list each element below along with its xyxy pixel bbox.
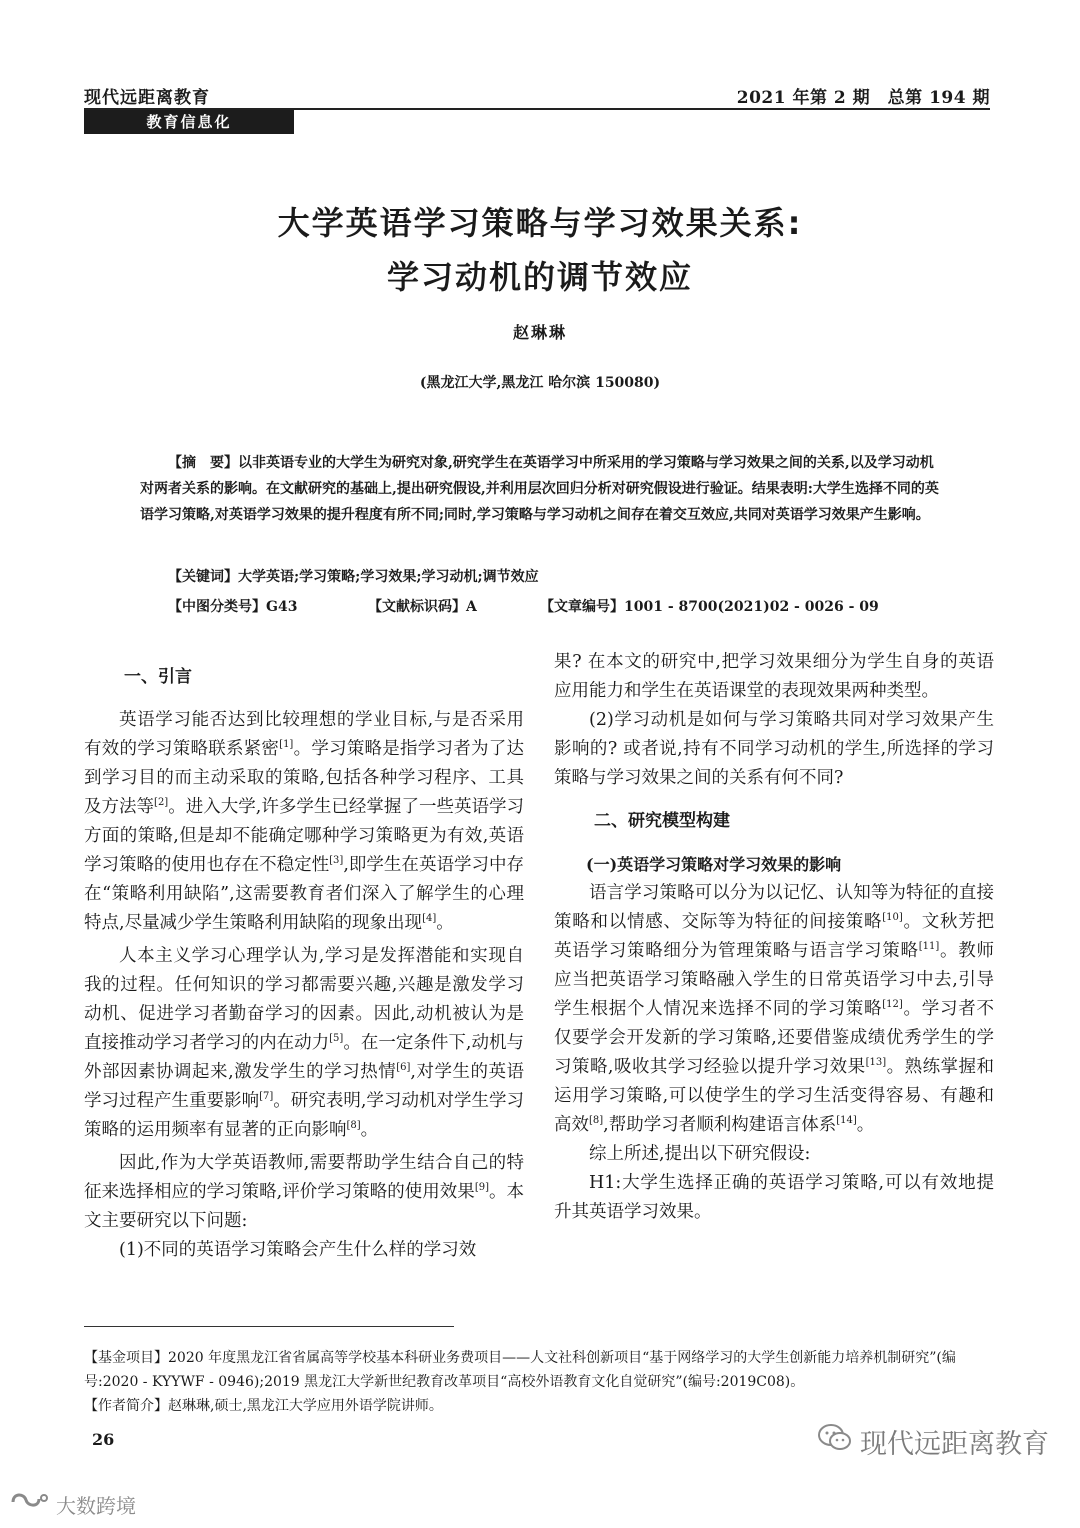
author-bio-text: 赵琳琳,硕士,黑龙江大学应用外语学院讲师。 xyxy=(168,1398,443,1414)
citation-ref: [1] xyxy=(279,739,294,751)
watermark-right-text: 现代远距离教育 xyxy=(860,1429,1049,1460)
question-2: (2)学习动机是如何与学习策略共同对学习效果产生影响的? 或者说,持有不同学习动机的学生,所选择的学习策略与学习效果之间的关系有何不同? xyxy=(554,710,994,788)
issue-info: 2021 年第 2 期 总第 194 期 xyxy=(736,88,990,108)
watermark-left-text: 大数跨境 xyxy=(56,1494,136,1518)
abstract-label: 【摘 要】 xyxy=(168,455,238,471)
logo-icon xyxy=(10,1490,50,1519)
watermark-left xyxy=(10,1490,136,1519)
article-title-line1: 大学英语学习策略与学习效果关系: xyxy=(277,204,803,242)
author-note xyxy=(84,1394,998,1418)
citation-ref: [3] xyxy=(329,855,344,867)
section-heading-1: 一、引言 xyxy=(124,667,192,687)
citation-ref: [10] xyxy=(882,912,903,924)
watermark-right xyxy=(818,1422,1049,1461)
paragraph-2: 人本主义学习心理学认为,学习是发挥潜能和实现自我的过程。任何知识的学习都需要兴趣,兴趣是激发学习动机、促进学习者勤奋学习的因素。因此,动机被认为是直接推动学习者学习的内在动力[5]。在一定条件下,动机与外部因素协调起来,激发学生的学习热情[6],对学生的英语学习过程产生重要影响[7]。研究表明,学习动机对学生学习策略的运用频率有显著的正向影响[8]。 xyxy=(84,946,525,1140)
hypothesis-h1: H1:大学生选择正确的英语学习策略,可以有效地提升其英语学习效果。 xyxy=(554,1173,994,1222)
paragraph-3: 因此,作为大学英语教师,需要帮助学生结合自己的特征来选择相应的学习策略,评价学习策略的使用效果[9]。本文主要研究以下问题: xyxy=(84,1153,525,1231)
fund-text: 2020 年度黑龙江省省属高等学校基本科研业务费项目——人文社科创新项目“基于网络学习的大学生创新能力培养机制研究”(编号:2020 - KYYWF - 0946);2019 黑龙江大学新世纪教育改革项目“高校外语教育文化自觉研究”(编号:2019C08)。 xyxy=(84,1350,956,1390)
clc-label: 【中图分类号】 xyxy=(168,599,266,615)
author-bio-label: 【作者简介】 xyxy=(84,1398,168,1414)
article-title-line2: 学习动机的调节效应 xyxy=(386,258,693,296)
keywords xyxy=(140,566,940,588)
wechat-icon xyxy=(818,1424,852,1459)
footnotes xyxy=(84,1346,998,1418)
footnote-divider xyxy=(84,1326,454,1327)
section-tag: 教育信息化 xyxy=(84,110,294,134)
doc-label: 【文献标识码】 xyxy=(368,599,466,615)
fund-note xyxy=(84,1346,998,1394)
page-number: 26 xyxy=(92,1430,115,1449)
section-heading-2: 二、研究模型构建 xyxy=(594,811,730,831)
clc-code xyxy=(168,596,297,616)
abstract xyxy=(140,450,940,528)
doc-value: A xyxy=(466,599,477,615)
body-right-column xyxy=(554,648,994,1227)
paragraph-4: 语言学习策略可以分为以记忆、认知等为特征的直接策略和以情感、交际等为特征的间接策略[10]。文秋芳把英语学习策略细分为管理策略与语言学习策略[11]。教师应当把英语学习策略融入学生的日常英语学习中去,引导学生根据个人情况来选择不同的学习策略[12]。学习者不仅要学会开发新的学习策略,还要借鉴成绩优秀学生的学习策略,吸收其学习经验以提升学习效果[13]。熟练掌握和运用学习策略,可以使学生的学习生活变得容易、有趣和高效[8],帮助学习者顺利构建语言体系[14]。 xyxy=(554,883,995,1135)
subsection-heading-1: (一)英语学习策略对学习效果的影响 xyxy=(586,855,842,874)
article-number-value: 1001 - 8700(2021)02 - 0026 - 09 xyxy=(624,599,879,615)
citation-ref: [8] xyxy=(346,1120,361,1132)
clc-value: G43 xyxy=(266,599,298,615)
body-left-column xyxy=(84,663,524,1265)
citation-ref: [5] xyxy=(329,1033,344,1045)
citation-ref: [13] xyxy=(865,1057,887,1069)
keywords-label: 【关键词】 xyxy=(168,569,238,585)
affiliation: (黑龙江大学,黑龙江 哈尔滨 150080) xyxy=(419,375,661,391)
paragraph-1: 英语学习能否达到比较理想的学业目标,与是否采用有效的学习策略联系紧密[1]。学习策略是指学习者为了达到学习目的而主动采取的策略,包括各种学习程序、工具及方法等[2]。进入大学,许多学生已经掌握了一些英语学习方面的策略,但是却不能确定哪种学习策略更为有效,英语学习策略的使用也存在不稳定性[3],即学生在英语学习中存在“策略利用缺陷”,这需要教育者们深入了解学生的心理特点,尽量减少学生策略利用缺陷的现象出现[4]。 xyxy=(84,710,525,933)
paragraph-5: 综上所述,提出以下研究假设: xyxy=(589,1144,811,1164)
citation-ref: [6] xyxy=(396,1062,411,1074)
question-1-start: (1)不同的英语学习策略会产生什么样的学习效 xyxy=(119,1240,477,1260)
citation-ref: [12] xyxy=(882,999,903,1011)
article-number xyxy=(540,596,879,616)
citation-ref: [11] xyxy=(918,941,940,953)
citation-ref: [9] xyxy=(474,1182,489,1194)
abstract-text: 以非英语专业的大学生为研究对象,研究学生在英语学习中所采用的学习策略与学习效果之间的关系,以及学习动机对两者关系的影响。在文献研究的基础上,提出研究假设,并利用层次回归分析对研究假设进行验证。结果表明:大学生选择不同的英语学习策略,对英语学习效果的提升程度有所不同;同时,学习策略与学习动机之间存在着交互效应,共同对英语学习效果产生影响。 xyxy=(140,455,939,523)
citation-ref: [14] xyxy=(836,1115,857,1127)
citation-ref: [2] xyxy=(154,797,169,809)
doc-code xyxy=(368,596,477,616)
citation-ref: [7] xyxy=(259,1091,274,1103)
citation-ref: [4] xyxy=(422,913,437,925)
citation-ref: [8] xyxy=(589,1115,604,1127)
keywords-text: 大学英语;学习策略;学习效果;学习动机;调节效应 xyxy=(238,569,539,585)
article-number-label: 【文章编号】 xyxy=(540,599,624,615)
question-1-end: 果? 在本文的研究中,把学习效果细分为学生自身的英语应用能力和学生在英语课堂的表现效果两种类型。 xyxy=(554,652,994,701)
journal-name: 现代远距离教育 xyxy=(84,88,210,108)
author-name: 赵琳琳 xyxy=(512,323,567,342)
fund-label: 【基金项目】 xyxy=(84,1350,168,1366)
